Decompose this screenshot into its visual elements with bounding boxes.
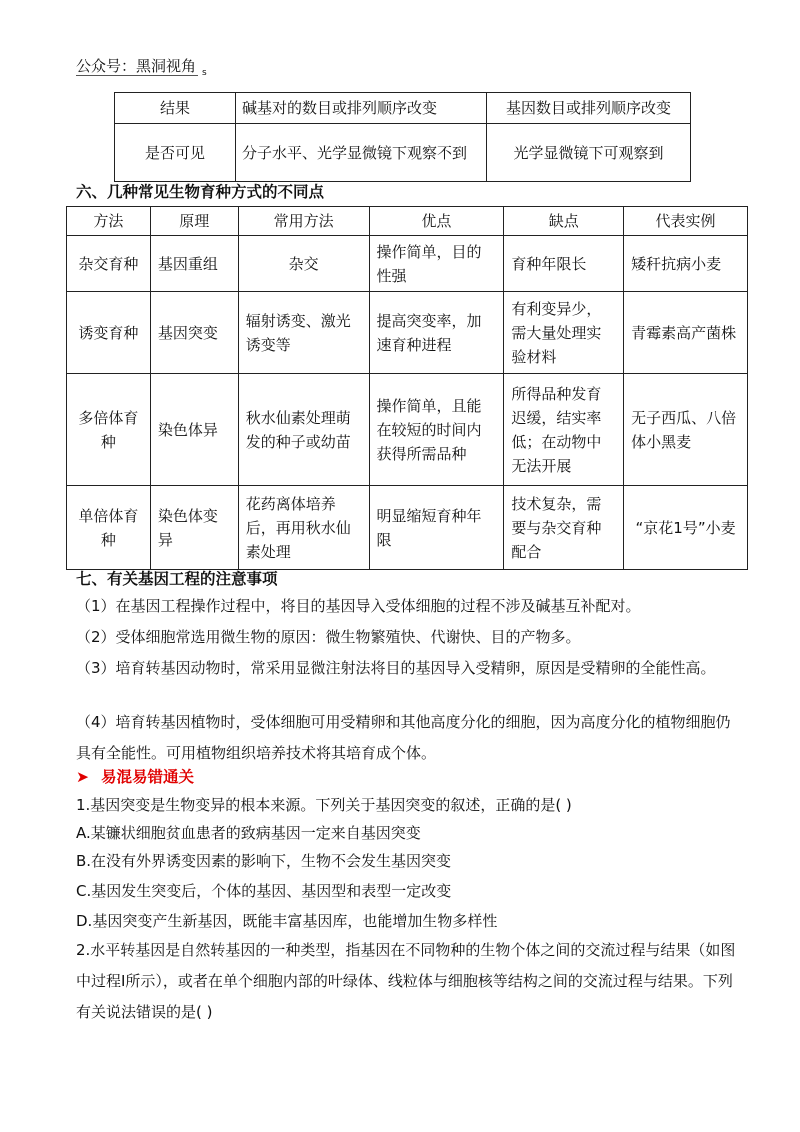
arrow-icon: ➤ <box>76 768 89 786</box>
paragraph: （3）培育转基因动物时，常采用显微注射法将目的基因导入受精卵，原因是受精卵的全能性高。 <box>76 659 716 677</box>
table-row <box>67 374 748 486</box>
table-row <box>67 486 748 570</box>
question-stem: 2.水平转基因是自然转基因的一种类型，指基因在不同物种的生物个体之间的交流过程与结果（如图中过程Ⅰ所示），或者在单个细胞内部的叶绿体、线粒体与细胞核等结构之间的交流过程与结果。下列有关说法错误的是( ) <box>76 941 736 1021</box>
table-cell: 辐射诱变、激光诱变等 <box>238 292 369 374</box>
section-7-title: 七、有关基因工程的注意事项 <box>76 570 278 588</box>
table-header-row <box>67 207 748 236</box>
table-cell: 多倍体育种 <box>67 374 151 486</box>
table-cell: 秋水仙素处理萌发的种子或幼苗 <box>238 374 369 486</box>
question-option: C.基因发生突变后，个体的基因、基因型和表型一定改变 <box>76 882 452 900</box>
table-cell: 基因数目或排列顺序改变 <box>487 93 691 124</box>
table-cell: 染色体变异 <box>150 486 238 570</box>
table-cell: “京花1号”小麦 <box>624 486 748 570</box>
table-row <box>115 124 691 182</box>
paragraph: （4）培育转基因植物时，受体细胞可用受精卵和其他高度分化的细胞，因为高度分化的植物细胞仍具有全能性。可用植物组织培养技术将其培育成个体。 <box>76 713 731 762</box>
table-row <box>67 292 748 374</box>
column-header: 缺点 <box>504 207 624 236</box>
table-cell: 杂交 <box>238 236 369 292</box>
table-cell: 矮秆抗病小麦 <box>624 236 748 292</box>
table-cell: 明显缩短育种年限 <box>369 486 504 570</box>
column-header: 原理 <box>150 207 238 236</box>
breeding-methods-table <box>66 206 748 570</box>
header-suffix: s <box>202 68 207 78</box>
pitfalls-title: 易混易错通关 <box>101 768 195 786</box>
paragraph: （1）在基因工程操作过程中，将目的基因导入受体细胞的过程不涉及碱基互补配对。 <box>76 597 641 615</box>
table-cell: 是否可见 <box>115 124 236 182</box>
table-cell: 光学显微镜下可观察到 <box>487 124 691 182</box>
table-cell: 碱基对的数目或排列顺序改变 <box>236 93 487 124</box>
table-cell: 提高突变率，加速育种进程 <box>369 292 504 374</box>
mutation-comparison-table <box>114 92 691 182</box>
column-header: 优点 <box>369 207 504 236</box>
table-cell: 分子水平、光学显微镜下观察不到 <box>236 124 487 182</box>
column-header: 代表实例 <box>624 207 748 236</box>
column-header: 方法 <box>67 207 151 236</box>
table-cell: 有利变异少，需大量处理实验材料 <box>504 292 624 374</box>
table-row <box>67 236 748 292</box>
question-stem: 1.基因突变是生物变异的根本来源。下列关于基因突变的叙述，正确的是( ) <box>76 796 572 814</box>
table-cell: 育种年限长 <box>504 236 624 292</box>
table-cell: 基因突变 <box>150 292 238 374</box>
table-cell: 花药离体培养后，再用秋水仙素处理 <box>238 486 369 570</box>
table-cell: 操作简单，且能在较短的时间内获得所需品种 <box>369 374 504 486</box>
column-header: 常用方法 <box>238 207 369 236</box>
header-text: 公众号：黑洞视角 <box>76 57 197 75</box>
table-cell: 无子西瓜、八倍体小黑麦 <box>624 374 748 486</box>
table-cell: 青霉素高产菌株 <box>624 292 748 374</box>
paragraph: （2）受体细胞常选用微生物的原因：微生物繁殖快、代谢快、目的产物多。 <box>76 628 581 646</box>
pitfalls-heading <box>76 765 194 787</box>
section-6-title: 六、几种常见生物育种方式的不同点 <box>76 183 325 201</box>
question-option: A.某镰状细胞贫血患者的致病基因一定来自基因突变 <box>76 824 421 842</box>
table-cell: 技术复杂，需要与杂交育种配合 <box>504 486 624 570</box>
table-cell: 所得品种发育迟缓，结实率低；在动物中无法开展 <box>504 374 624 486</box>
table-cell: 染色体异 <box>150 374 238 486</box>
table-cell: 结果 <box>115 93 236 124</box>
table-cell: 操作简单，目的性强 <box>369 236 504 292</box>
question-option: B.在没有外界诱变因素的影响下，生物不会发生基因突变 <box>76 852 452 870</box>
table-cell: 单倍体育种 <box>67 486 151 570</box>
question-option: D.基因突变产生新基因，既能丰富基因库，也能增加生物多样性 <box>76 912 498 930</box>
table-cell: 基因重组 <box>150 236 238 292</box>
header-underline <box>76 75 198 76</box>
table-cell: 杂交育种 <box>67 236 151 292</box>
table-row <box>115 93 691 124</box>
table-cell: 诱变育种 <box>67 292 151 374</box>
